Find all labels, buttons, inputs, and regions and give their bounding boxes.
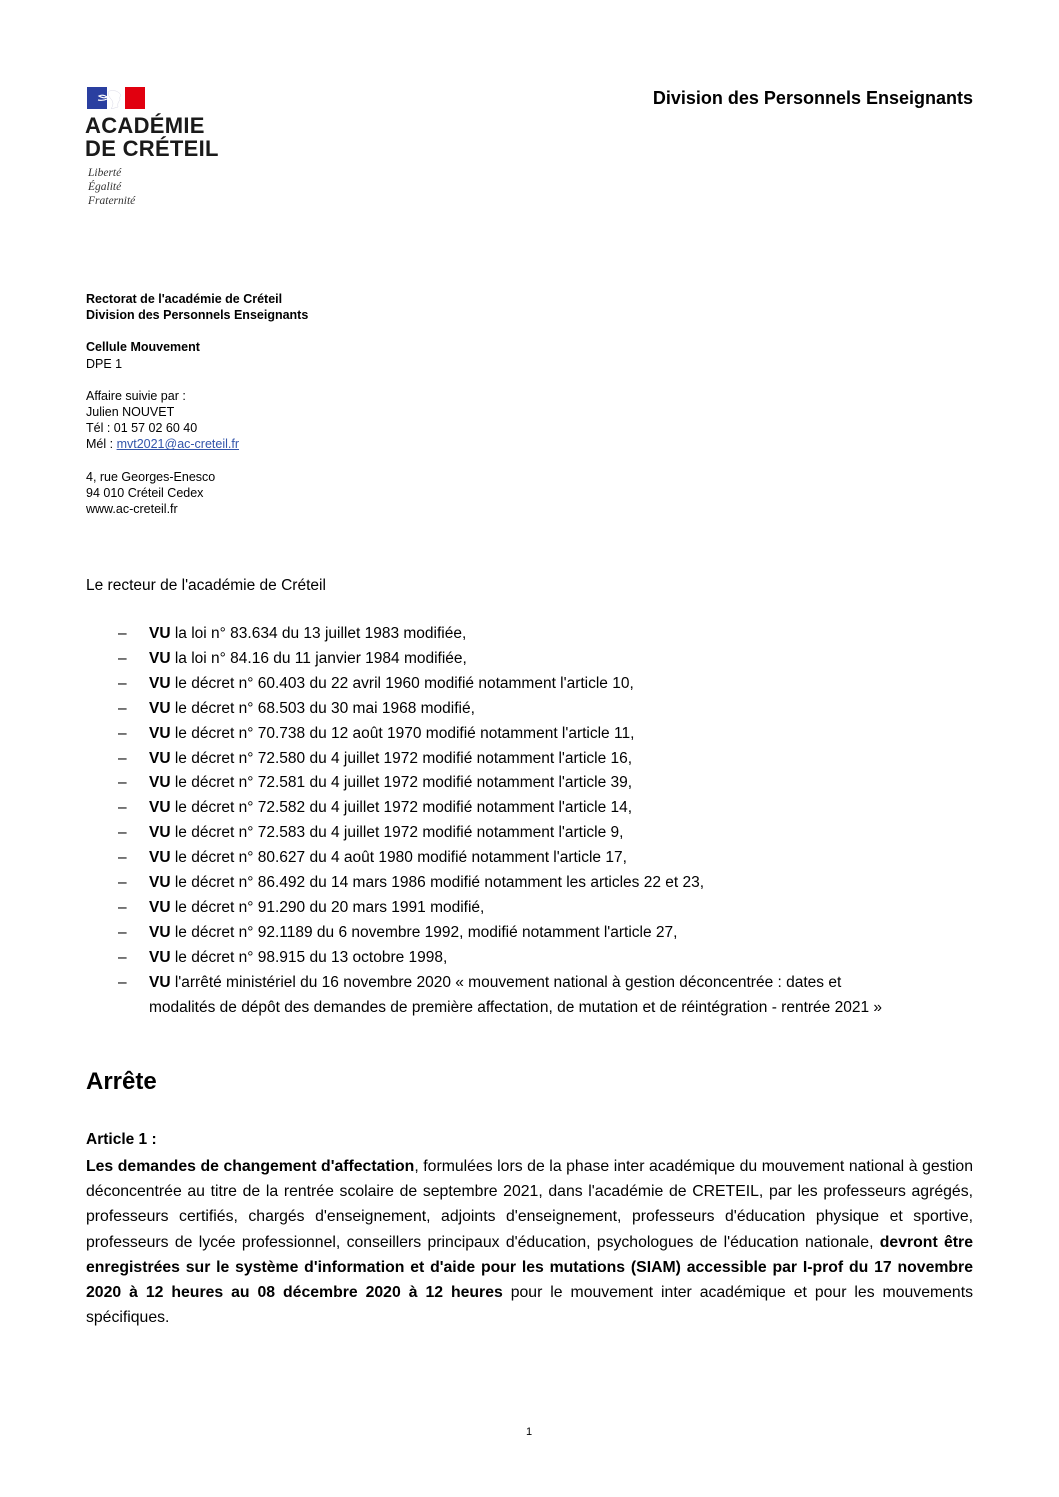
vu-item: – VU le décret n° 86.492 du 14 mars 1986 modifié notamment les articles 22 et 23, [118,874,705,892]
vu-item: – VU le décret n° 80.627 du 4 août 1980 modifié notamment l'article 17, [118,849,627,867]
address-street: 4, rue Georges-Enesco [86,469,216,484]
vu-item: – VU le décret n° 60.403 du 22 avril 1960 modifié notamment l'article 10, [118,674,634,692]
division-title: Division des Personnels Enseignants [652,88,973,108]
sender-block [86,291,308,517]
article-1-title: Article 1 : [86,1131,157,1148]
vu-item: – VU la loi n° 83.634 du 13 juillet 1983 modifiée, [118,625,467,642]
institution-line-2: DE CRÉTEIL [85,136,219,161]
sender-unit: Cellule Mouvement [86,340,200,355]
motto-egalite: Égalité [88,181,122,193]
followed-by-label: Affaire suivie par : [86,388,186,403]
marianne-flag-logo-icon [87,87,145,109]
article-1-deadline: devront être enregistrées sur le système d'information et d'aide pour les mutations (SIAM) accessible par I-prof du 17 novembre 2020 à 12 heures au 08 décembre 2020 à 12 heures [86,1233,973,1302]
vu-item: – VU le décret n° 68.503 du 30 mai 1968 modifié, [118,699,475,717]
recteur-intro: Le recteur de l'académie de Créteil [86,577,326,594]
vu-item: – VU l'arrêté ministériel du 16 novembre 2020 « mouvement national à gestion déconcentrée : dates et modalités de dépôt des demandes de première affectation, de mutation et de réintégration - rentrée 2021 » [118,973,882,1016]
address-city: 94 010 Créteil Cedex [86,485,204,500]
vu-item: – VU la loi n° 84.16 du 11 janvier 1984 modifiée, [118,649,467,667]
email-label: Mél : [86,437,117,452]
contact-email-line [86,436,308,452]
sender-unit-code: DPE 1 [86,356,123,371]
vu-item: – VU le décret n° 72.582 du 4 juillet 1972 modifié notamment l'article 14, [118,799,633,817]
sender-rectorat: Rectorat de l'académie de Créteil [86,292,283,306]
vu-item: – VU le décret n° 72.581 du 4 juillet 1972 modifié notamment l'article 39, [118,774,633,792]
contact-phone: Tél : 01 57 02 60 40 [86,421,198,436]
vu-list [118,622,938,1021]
vu-item: – VU le décret n° 91.290 du 20 mars 1991 modifié, [118,898,485,916]
contact-name: Julien NOUVET [86,405,175,420]
republic-motto [88,166,135,208]
vu-item: – VU le décret n° 72.583 du 4 juillet 1972 modifié notamment l'article 9, [118,824,624,842]
vu-item: – VU le décret n° 98.915 du 13 octobre 1998, [118,948,448,966]
institution-line-1: ACADÉMIE [85,113,205,138]
article-1-body: Les demandes de changement d'affectation, formulées lors de la phase inter académique du mouvement national à gestion déconcentrée au titre de la rentrée scolaire de septembre 2021, dans l'académie de CRETEIL, par les professeurs agrégés, professeurs certifiés, chargés d'enseignement, adjoints d'enseignement, professeurs d'éducation physique et sportive, professeurs de lycée professionnel, conseillers principaux d'éducation, psychologues de l'éducation nationale, devront être enregistrées sur le système d'information et d'aide pour les mutations (SIAM) accessible par I-prof du 17 novembre 2020 à 12 heures au 08 décembre 2020 à 12 heures pour le mouvement inter académique et pour les mouvements spécifiques. [86,1158,974,1327]
vu-item: – VU le décret n° 70.738 du 12 août 1970 modifié notamment l'article 11, [118,724,635,742]
article-1-lead: Les demandes de changement d'affectation [86,1158,415,1175]
email-link[interactable]: mvt2021@ac-creteil.fr [116,437,240,452]
motto-fraternite: Fraternité [88,195,136,207]
institution-name [85,114,219,160]
decision-heading: Arrête [86,1068,157,1095]
motto-liberte: Liberté [88,167,122,179]
sender-division: Division des Personnels Enseignants [86,308,309,323]
website: www.ac-creteil.fr [86,502,178,517]
vu-item: – VU le décret n° 72.580 du 4 juillet 1972 modifié notamment l'article 16, [118,749,633,767]
page-number: 1 [526,1426,533,1438]
vu-item: – VU le décret n° 92.1189 du 6 novembre 1992, modifié notamment l'article 27, [118,923,678,941]
